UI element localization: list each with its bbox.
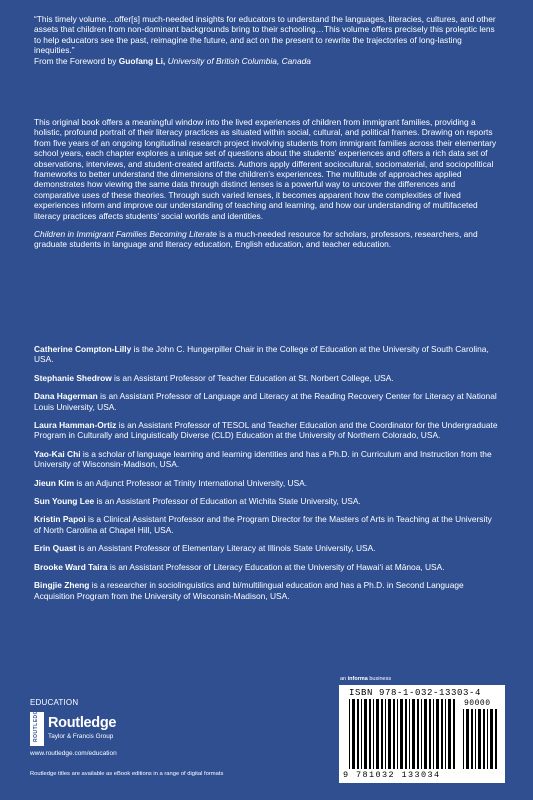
barcode-addon-bars-icon	[463, 709, 499, 769]
author-bio	[34, 373, 501, 383]
informa-brand: informa	[347, 676, 368, 682]
author-description: is a Clinical Assistant Professor and the Program Director for the Masters of Arts in Teaching at the University of North Carolina at Chapel Hill, USA.	[34, 514, 492, 535]
barcode-main-bars-icon	[349, 699, 457, 769]
author-name: Stephanie Shedrow	[34, 372, 112, 383]
author-name: Bingjie Zheng	[34, 580, 90, 591]
author-bio	[34, 420, 501, 441]
isbn-barcode	[339, 685, 505, 783]
author-bio	[34, 496, 501, 506]
author-description: is a researcher in sociolinguistics and bi/multilingual education and has a Ph.D. in Second Language Acquisition Program from the University of Wisconsin-Madison, USA.	[34, 580, 464, 601]
author-bios	[34, 344, 501, 609]
author-bio	[34, 514, 501, 535]
description-paragraph-1: This original book offers a meaningful window into the lived experiences of children from immigrant families, providing a holistic, profound portrait of their literacy practices as situated within social, cultural, and political frames. Drawing on reports from five years of an ongoing longitudinal research project involving students from immigrant families across their elementary school years, each chapter explores a unique set of questions about the students’ experiences and offers a rich data set of observations, interviews, and student-created artifacts. Authors apply different sociocultural, sociomaterial, and sociopolitical frameworks to better understand the dimensions of the children’s experiences. The multitude of approaches applied demonstrates how viewing the same data through distinct lenses is a powerful way to uncover the differences and comparative uses of these theories. Through such varied lenses, it becomes apparent how the complexities of lived experiences inform and improve our understanding of teaching and learning, and how our understanding of multifaceted literacy practices affects students’ social worlds and identities.	[34, 117, 497, 221]
description-paragraph-2	[34, 229, 501, 250]
author-description: is the John C. Hungerpiller Chair in the College of Education at the University of South Carolina, USA.	[34, 344, 489, 365]
ean-number: 9 781032 133034	[343, 770, 441, 780]
isbn-text: ISBN 978-1-032-13303-4	[349, 688, 482, 698]
author-name: Brooke Ward Taira	[34, 561, 108, 572]
author-description: is an Assistant Professor of Language and Literacy at the Reading Recovery Center for Literacy at National Louis University, USA.	[34, 391, 497, 412]
author-bio	[34, 580, 501, 601]
informa-business-tag	[340, 676, 391, 682]
foreword-name: Guofang Li,	[118, 55, 166, 66]
publisher-url[interactable]: www.routledge.com/education	[30, 750, 117, 757]
author-bio	[34, 344, 501, 365]
foreword-prefix: From the Foreword by	[34, 55, 119, 66]
routledge-spine-mark-icon	[30, 706, 44, 746]
author-name: Kristin Papoi	[34, 514, 86, 525]
author-bio	[34, 562, 501, 572]
author-name: Sun Young Lee	[34, 496, 95, 507]
quote-text: “This timely volume…offer[s] much-needed insights for educators to understand the languages, literacies, cultures, and other assets that children from non-dominant backgrounds bring to their schooling…This volume offers precisely this proleptic lens to help educators see the past, reimagine the future, and act on the present to rewrite the trajectories of long-lasting inequities.”	[34, 14, 496, 56]
author-description: is an Assistant Professor of TESOL and Teacher Education and the Coordinator for the Undergraduate Program in Culturally and Linguistically Diverse (CLD) Education at the University of Northern Colorado, USA.	[34, 420, 498, 441]
author-name: Yao-Kai Chi	[34, 448, 81, 459]
publisher-name: Routledge	[48, 715, 117, 731]
foreword-attribution	[34, 56, 501, 66]
book-description	[34, 117, 501, 258]
ebook-note: Routledge titles are available as eBook editions in a range of digital formats	[30, 771, 224, 777]
author-description: is a scholar of language learning and learning identities and has a Ph.D. in Curriculum and Instruction from the University of Wisconsin-Madison, USA.	[34, 448, 492, 470]
author-name: Laura Hamman-Ortiz	[34, 420, 117, 431]
author-description: is an Assistant Professor of Education at Wichita State University, USA.	[94, 496, 361, 507]
author-bio	[34, 391, 501, 412]
author-description: is an Assistant Professor of Literacy Education at the University of Hawaiʻi at Mānoa, USA.	[107, 561, 445, 572]
informa-suffix: business	[367, 676, 392, 682]
description-paragraph-2-rest: is a much-needed resource for scholars, professors, researchers, and graduate students in language and literacy education, English education, and teacher education.	[34, 229, 478, 250]
foreword-affiliation: University of British Columbia, Canada	[165, 55, 311, 66]
author-name: Jieun Kim	[34, 477, 75, 488]
author-description: is an Adjunct Professor at Trinity International University, USA.	[74, 477, 308, 488]
author-bio	[34, 449, 501, 470]
author-description: is an Assistant Professor of Elementary Literacy at Illinois State University, USA.	[76, 543, 376, 554]
subject-category: EDUCATION	[30, 698, 79, 707]
logo-mark-text: ROUTLEDGE	[33, 706, 39, 742]
author-description: is an Assistant Professor of Teacher Education at St. Norbert College, USA.	[111, 372, 394, 383]
publisher-group: Taylor & Francis Group	[48, 733, 114, 740]
book-title: Children in Immigrant Families Becoming Literate	[34, 229, 217, 240]
endorsement-quote	[34, 14, 501, 66]
author-name: Dana Hagerman	[34, 391, 98, 402]
author-name: Catherine Compton-Lilly	[34, 344, 132, 354]
author-bio	[34, 543, 501, 553]
routledge-logo	[30, 706, 180, 746]
price-code: 90000	[464, 699, 491, 708]
informa-prefix: an	[340, 676, 348, 682]
author-bio	[34, 478, 501, 488]
author-name: Erin Quast	[34, 543, 77, 554]
